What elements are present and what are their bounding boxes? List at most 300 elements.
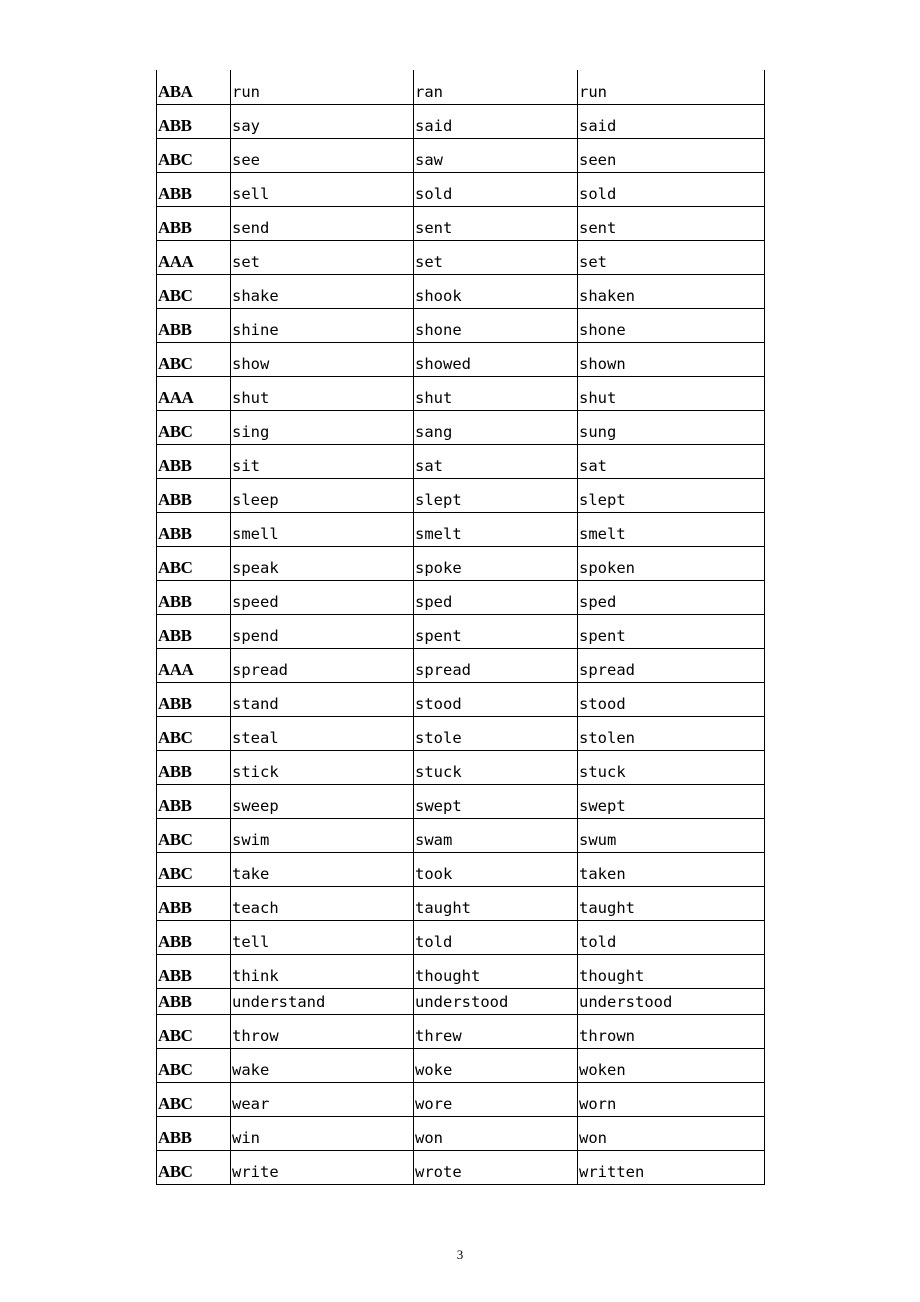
verb-past-participle-cell <box>578 206 765 240</box>
verb-base-form-text: spread <box>232 660 288 679</box>
verb-past-tense-text: sold <box>415 184 453 203</box>
verb-past-tense-cell <box>414 716 578 750</box>
verb-pattern-cell <box>157 308 231 342</box>
verb-past-tense-text: spread <box>415 660 471 679</box>
verb-base-form-text: win <box>232 1128 260 1147</box>
verb-base-form-text: see <box>232 150 260 169</box>
verb-past-tense-cell <box>414 1014 578 1048</box>
verb-past-participle-cell <box>578 444 765 478</box>
table-row <box>157 1150 765 1184</box>
verb-base-form-text: sing <box>232 422 270 441</box>
verb-past-participle-text: sped <box>579 592 617 611</box>
verb-base-form-text: wake <box>232 1060 270 1079</box>
verb-pattern-text: ABB <box>158 455 192 475</box>
verb-past-tense-text: spent <box>415 626 462 645</box>
verb-pattern-cell <box>157 172 231 206</box>
verb-past-participle-text: worn <box>579 1094 617 1113</box>
verb-pattern-text: ABB <box>158 931 192 951</box>
verb-pattern-text: ABB <box>158 319 192 339</box>
verb-past-participle-cell <box>578 308 765 342</box>
verb-past-tense-cell <box>414 206 578 240</box>
verb-pattern-text: ABB <box>158 115 192 135</box>
verb-pattern-text: AAA <box>158 387 194 407</box>
table-row <box>157 920 765 954</box>
verb-pattern-text: ABA <box>158 81 193 101</box>
verb-past-tense-text: showed <box>415 354 471 373</box>
verb-past-tense-text: said <box>415 116 453 135</box>
verb-base-form-text: stand <box>232 694 279 713</box>
verb-base-form-cell <box>231 342 414 376</box>
verb-base-form-text: teach <box>232 898 279 917</box>
verb-pattern-text: ABC <box>158 353 193 373</box>
verb-past-participle-cell <box>578 818 765 852</box>
verb-past-participle-text: set <box>579 252 607 271</box>
verb-past-participle-text: shown <box>579 354 626 373</box>
verb-past-participle-cell <box>578 1048 765 1082</box>
verb-pattern-text: ABB <box>158 523 192 543</box>
verb-base-form-text: smell <box>232 524 279 543</box>
verb-base-form-cell <box>231 410 414 444</box>
verb-past-tense-cell <box>414 70 578 104</box>
verb-past-participle-cell <box>578 410 765 444</box>
table-row <box>157 886 765 920</box>
verb-past-tense-cell <box>414 580 578 614</box>
verb-pattern-text: ABB <box>158 991 192 1011</box>
verb-pattern-cell <box>157 818 231 852</box>
verb-past-participle-text: swum <box>579 830 617 849</box>
verb-base-form-text: run <box>232 82 260 101</box>
verb-past-tense-text: took <box>415 864 453 883</box>
verb-past-tense-text: thought <box>415 966 481 985</box>
verb-past-tense-text: wore <box>415 1094 453 1113</box>
verb-base-form-text: wear <box>232 1094 270 1113</box>
verb-base-form-cell <box>231 240 414 274</box>
verb-pattern-text: ABC <box>158 863 193 883</box>
table-row <box>157 682 765 716</box>
verb-pattern-cell <box>157 1116 231 1150</box>
verb-base-form-cell <box>231 512 414 546</box>
verb-past-participle-cell <box>578 750 765 784</box>
verb-past-participle-cell <box>578 648 765 682</box>
verb-past-participle-cell <box>578 70 765 104</box>
verb-past-tense-cell <box>414 172 578 206</box>
verb-pattern-text: AAA <box>158 251 194 271</box>
verb-pattern-cell <box>157 682 231 716</box>
table-row <box>157 274 765 308</box>
verb-base-form-cell <box>231 1048 414 1082</box>
verb-past-tense-text: sent <box>415 218 453 237</box>
verb-past-participle-text: sat <box>579 456 607 475</box>
table-row <box>157 478 765 512</box>
verb-base-form-cell <box>231 444 414 478</box>
table-row <box>157 410 765 444</box>
verb-past-tense-text: ran <box>415 82 443 101</box>
verb-past-tense-cell <box>414 478 578 512</box>
table-row <box>157 852 765 886</box>
verb-past-participle-text: sung <box>579 422 617 441</box>
verb-base-form-text: say <box>232 116 260 135</box>
verb-past-participle-cell <box>578 920 765 954</box>
verb-base-form-text: shine <box>232 320 279 339</box>
verb-past-tense-cell <box>414 852 578 886</box>
verb-base-form-cell <box>231 172 414 206</box>
verb-past-participle-cell <box>578 852 765 886</box>
verb-past-participle-text: said <box>579 116 617 135</box>
verb-base-form-cell <box>231 614 414 648</box>
verb-past-tense-cell <box>414 954 578 988</box>
verb-past-tense-text: slept <box>415 490 462 509</box>
table-row <box>157 988 765 1014</box>
table-row <box>157 954 765 988</box>
verb-base-form-cell <box>231 716 414 750</box>
verb-pattern-cell <box>157 444 231 478</box>
verb-pattern-cell <box>157 1150 231 1184</box>
verb-past-tense-text: smelt <box>415 524 462 543</box>
table-row <box>157 308 765 342</box>
verb-base-form-cell <box>231 70 414 104</box>
verb-pattern-text: ABC <box>158 557 193 577</box>
verb-past-participle-cell <box>578 546 765 580</box>
verb-past-participle-cell <box>578 1150 765 1184</box>
verb-past-participle-text: smelt <box>579 524 626 543</box>
verb-past-tense-text: sped <box>415 592 453 611</box>
verb-base-form-text: sweep <box>232 796 279 815</box>
verb-past-tense-text: threw <box>415 1026 462 1045</box>
verb-base-form-cell <box>231 104 414 138</box>
verb-base-form-cell <box>231 886 414 920</box>
verb-past-participle-text: shaken <box>579 286 635 305</box>
verb-past-participle-cell <box>578 1116 765 1150</box>
verb-past-tense-cell <box>414 818 578 852</box>
verb-past-tense-text: stood <box>415 694 462 713</box>
table-row <box>157 1014 765 1048</box>
verb-past-participle-text: stood <box>579 694 626 713</box>
verb-base-form-text: shut <box>232 388 270 407</box>
verb-past-participle-cell <box>578 240 765 274</box>
table-row <box>157 784 765 818</box>
verb-base-form-text: speed <box>232 592 279 611</box>
verb-base-form-cell <box>231 1150 414 1184</box>
verb-base-form-text: sell <box>232 184 270 203</box>
verb-past-participle-text: taught <box>579 898 635 917</box>
verb-pattern-cell <box>157 376 231 410</box>
verb-base-form-cell <box>231 988 414 1014</box>
verb-past-tense-cell <box>414 104 578 138</box>
verb-past-tense-text: taught <box>415 898 471 917</box>
verb-base-form-cell <box>231 750 414 784</box>
verb-past-participle-text: spoken <box>579 558 635 577</box>
verb-base-form-text: sit <box>232 456 260 475</box>
verb-base-form-text: write <box>232 1162 279 1181</box>
verb-past-tense-cell <box>414 750 578 784</box>
page-number: 3 <box>456 1247 464 1262</box>
verb-base-form-text: spend <box>232 626 279 645</box>
verb-past-tense-cell <box>414 410 578 444</box>
verb-pattern-cell <box>157 70 231 104</box>
table-row <box>157 648 765 682</box>
table-row <box>157 444 765 478</box>
verb-past-participle-text: spread <box>579 660 635 679</box>
verb-past-participle-text: written <box>579 1162 645 1181</box>
table-row <box>157 376 765 410</box>
verb-past-participle-cell <box>578 512 765 546</box>
verb-past-participle-text: stuck <box>579 762 626 781</box>
verb-past-tense-cell <box>414 784 578 818</box>
verb-pattern-cell <box>157 138 231 172</box>
table-row <box>157 546 765 580</box>
verb-past-participle-text: slept <box>579 490 626 509</box>
verb-past-tense-cell <box>414 920 578 954</box>
verb-base-form-cell <box>231 308 414 342</box>
verb-past-tense-cell <box>414 308 578 342</box>
verb-past-participle-cell <box>578 1082 765 1116</box>
verb-pattern-text: AAA <box>158 659 194 679</box>
verb-base-form-cell <box>231 648 414 682</box>
table-row <box>157 70 765 104</box>
verb-base-form-cell <box>231 546 414 580</box>
verb-past-tense-cell <box>414 1048 578 1082</box>
verb-base-form-cell <box>231 954 414 988</box>
verb-past-tense-text: understood <box>415 992 509 1011</box>
verb-base-form-text: throw <box>232 1026 279 1045</box>
verb-past-participle-cell <box>578 716 765 750</box>
verb-pattern-cell <box>157 342 231 376</box>
verb-base-form-cell <box>231 818 414 852</box>
verb-base-form-cell <box>231 138 414 172</box>
verb-past-tense-text: shone <box>415 320 462 339</box>
verb-pattern-cell <box>157 104 231 138</box>
table-row <box>157 580 765 614</box>
table-row <box>157 104 765 138</box>
verb-base-form-text: show <box>232 354 270 373</box>
verb-pattern-text: ABB <box>158 761 192 781</box>
verb-past-tense-text: spoke <box>415 558 462 577</box>
verb-pattern-cell <box>157 1014 231 1048</box>
verb-past-participle-text: seen <box>579 150 617 169</box>
verb-past-tense-text: woke <box>415 1060 453 1079</box>
verb-past-participle-text: told <box>579 932 617 951</box>
verb-past-tense-cell <box>414 1082 578 1116</box>
table-row <box>157 750 765 784</box>
verb-pattern-text: ABB <box>158 965 192 985</box>
verb-past-tense-text: swam <box>415 830 453 849</box>
verb-past-participle-text: run <box>579 82 607 101</box>
verb-base-form-text: send <box>232 218 270 237</box>
verb-pattern-cell <box>157 988 231 1014</box>
verb-past-tense-cell <box>414 274 578 308</box>
verb-pattern-cell <box>157 240 231 274</box>
verb-past-participle-cell <box>578 342 765 376</box>
verb-pattern-cell <box>157 1082 231 1116</box>
verb-past-participle-cell <box>578 104 765 138</box>
verb-past-participle-text: sent <box>579 218 617 237</box>
verb-past-participle-cell <box>578 886 765 920</box>
verb-past-participle-text: shone <box>579 320 626 339</box>
verb-past-participle-cell <box>578 172 765 206</box>
verb-pattern-cell <box>157 206 231 240</box>
table-row <box>157 818 765 852</box>
verb-pattern-text: ABC <box>158 829 193 849</box>
verb-base-form-text: swim <box>232 830 270 849</box>
verb-past-tense-cell <box>414 988 578 1014</box>
verb-pattern-text: ABC <box>158 285 193 305</box>
verb-past-tense-cell <box>414 546 578 580</box>
verb-pattern-text: ABC <box>158 421 193 441</box>
verb-past-tense-cell <box>414 1116 578 1150</box>
verb-past-tense-text: shut <box>415 388 453 407</box>
verb-pattern-text: ABB <box>158 625 192 645</box>
verb-pattern-text: ABC <box>158 1161 193 1181</box>
verb-base-form-cell <box>231 478 414 512</box>
verb-base-form-text: understand <box>232 992 326 1011</box>
verb-past-tense-cell <box>414 512 578 546</box>
verb-base-form-text: tell <box>232 932 270 951</box>
verb-table-body <box>157 70 765 1184</box>
verb-past-participle-text: stolen <box>579 728 635 747</box>
verb-past-participle-cell <box>578 1014 765 1048</box>
verb-past-participle-cell <box>578 954 765 988</box>
verb-past-participle-text: shut <box>579 388 617 407</box>
verb-past-tense-cell <box>414 138 578 172</box>
verb-past-participle-cell <box>578 682 765 716</box>
verb-pattern-cell <box>157 274 231 308</box>
verb-pattern-cell <box>157 954 231 988</box>
table-row <box>157 240 765 274</box>
verb-past-participle-cell <box>578 580 765 614</box>
table-row <box>157 716 765 750</box>
verb-base-form-cell <box>231 1014 414 1048</box>
verb-past-tense-cell <box>414 376 578 410</box>
verb-base-form-cell <box>231 1116 414 1150</box>
verb-pattern-cell <box>157 410 231 444</box>
verb-pattern-cell <box>157 784 231 818</box>
verb-base-form-cell <box>231 580 414 614</box>
verb-pattern-text: ABC <box>158 727 193 747</box>
verb-past-participle-cell <box>578 274 765 308</box>
verb-past-tense-text: stuck <box>415 762 462 781</box>
verb-past-tense-cell <box>414 648 578 682</box>
verb-past-tense-cell <box>414 1150 578 1184</box>
verb-base-form-text: steal <box>232 728 279 747</box>
table-row <box>157 1116 765 1150</box>
verb-pattern-cell <box>157 1048 231 1082</box>
verb-pattern-cell <box>157 580 231 614</box>
table-row <box>157 1082 765 1116</box>
verb-past-tense-cell <box>414 614 578 648</box>
verb-pattern-cell <box>157 614 231 648</box>
verb-past-participle-text: thought <box>579 966 645 985</box>
verb-base-form-cell <box>231 682 414 716</box>
verb-pattern-text: ABB <box>158 897 192 917</box>
verb-past-participle-cell <box>578 988 765 1014</box>
verb-base-form-cell <box>231 920 414 954</box>
verb-past-participle-text: won <box>579 1128 607 1147</box>
table-row <box>157 1048 765 1082</box>
verb-base-form-cell <box>231 376 414 410</box>
verb-past-participle-text: thrown <box>579 1026 635 1045</box>
verb-past-tense-cell <box>414 342 578 376</box>
verb-past-participle-cell <box>578 138 765 172</box>
verb-pattern-cell <box>157 886 231 920</box>
verb-past-participle-cell <box>578 614 765 648</box>
verb-pattern-cell <box>157 716 231 750</box>
verb-past-tense-text: set <box>415 252 443 271</box>
verb-past-participle-text: woken <box>579 1060 626 1079</box>
verb-base-form-cell <box>231 784 414 818</box>
verb-base-form-text: set <box>232 252 260 271</box>
verb-past-tense-text: told <box>415 932 453 951</box>
verb-past-tense-text: sat <box>415 456 443 475</box>
verb-pattern-cell <box>157 852 231 886</box>
verb-pattern-text: ABB <box>158 693 192 713</box>
verb-past-participle-cell <box>578 478 765 512</box>
verb-pattern-text: ABB <box>158 1127 192 1147</box>
verb-base-form-cell <box>231 206 414 240</box>
verb-past-tense-cell <box>414 682 578 716</box>
verb-pattern-text: ABB <box>158 217 192 237</box>
verb-past-participle-cell <box>578 784 765 818</box>
verb-past-tense-text: won <box>415 1128 443 1147</box>
table-row <box>157 172 765 206</box>
verb-base-form-text: speak <box>232 558 279 577</box>
table-row <box>157 138 765 172</box>
verb-base-form-text: think <box>232 966 279 985</box>
verb-past-participle-text: understood <box>579 992 673 1011</box>
verb-pattern-text: ABC <box>158 1093 193 1113</box>
verb-past-tense-text: shook <box>415 286 462 305</box>
verb-past-tense-text: wrote <box>415 1162 462 1181</box>
verb-past-tense-text: sang <box>415 422 453 441</box>
verb-past-participle-cell <box>578 376 765 410</box>
table-row <box>157 614 765 648</box>
table-row <box>157 512 765 546</box>
verb-past-tense-text: swept <box>415 796 462 815</box>
verb-pattern-cell <box>157 920 231 954</box>
verb-pattern-text: ABB <box>158 489 192 509</box>
verb-past-tense-cell <box>414 444 578 478</box>
verb-past-tense-cell <box>414 886 578 920</box>
verb-past-participle-text: spent <box>579 626 626 645</box>
verb-pattern-text: ABC <box>158 1025 193 1045</box>
verb-pattern-text: ABB <box>158 183 192 203</box>
verb-pattern-text: ABB <box>158 591 192 611</box>
verb-past-participle-text: swept <box>579 796 626 815</box>
verb-pattern-cell <box>157 750 231 784</box>
table-row <box>157 206 765 240</box>
verb-base-form-cell <box>231 852 414 886</box>
verb-past-participle-text: sold <box>579 184 617 203</box>
verb-pattern-text: ABC <box>158 149 193 169</box>
verb-pattern-text: ABB <box>158 795 192 815</box>
verb-pattern-text: ABC <box>158 1059 193 1079</box>
verb-pattern-cell <box>157 512 231 546</box>
verb-pattern-cell <box>157 478 231 512</box>
irregular-verb-table <box>156 70 765 1185</box>
verb-pattern-cell <box>157 546 231 580</box>
verb-past-tense-text: stole <box>415 728 462 747</box>
verb-base-form-text: stick <box>232 762 279 781</box>
verb-past-participle-text: taken <box>579 864 626 883</box>
verb-pattern-cell <box>157 648 231 682</box>
verb-base-form-cell <box>231 274 414 308</box>
verb-base-form-cell <box>231 1082 414 1116</box>
verb-past-tense-text: saw <box>415 150 443 169</box>
verb-base-form-text: shake <box>232 286 279 305</box>
verb-base-form-text: sleep <box>232 490 279 509</box>
verb-past-tense-cell <box>414 240 578 274</box>
table-row <box>157 342 765 376</box>
verb-base-form-text: take <box>232 864 270 883</box>
